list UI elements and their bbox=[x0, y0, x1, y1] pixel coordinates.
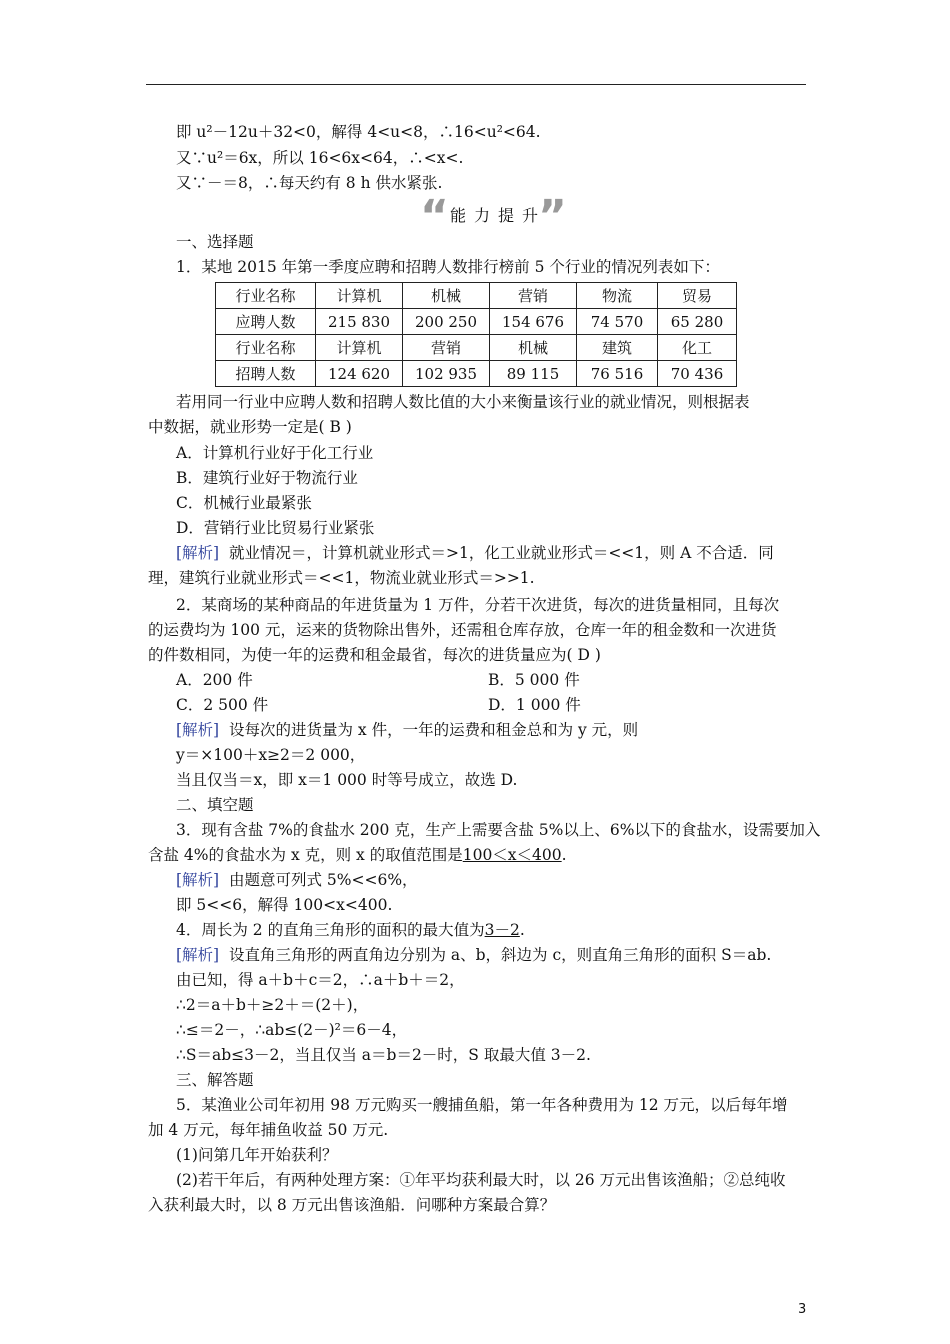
table-cell: 机械 bbox=[490, 335, 577, 361]
question-5-part-2a: (2)若干年后，有两种处理方案：①年平均获利最大时，以 26 万元出售该渔船；②总纯收 bbox=[176, 1171, 786, 1189]
question-1-option-a: A．计算机行业好于化工行业 bbox=[176, 444, 374, 462]
question-3-line-1: 3．现有含盐 7%的食盐水 200 克，生产上需要含盐 5%以上、6%以下的食盐水，设需要加入 bbox=[176, 821, 821, 839]
table-cell: 70 436 bbox=[658, 361, 737, 387]
question-4-analysis-1 bbox=[176, 945, 771, 965]
section-banner bbox=[420, 191, 570, 242]
section-heading-choice: 一、选择题 bbox=[176, 233, 254, 251]
question-3-text: 含盐 4%的食盐水为 x 克，则 x 的取值范围是 bbox=[148, 846, 463, 864]
analysis-tag: [解析] bbox=[176, 544, 220, 562]
question-2-analysis-2: y＝×100＋x≥2＝2 000， bbox=[176, 746, 366, 764]
table-cell: 102 935 bbox=[403, 361, 490, 387]
question-1-option-c: C．机械行业最紧张 bbox=[176, 494, 312, 512]
question-1-analysis-2: 理，建筑行业就业形式＝<<1，物流业就业形式＝>>1. bbox=[148, 569, 535, 587]
question-4-line-1 bbox=[176, 920, 525, 940]
table-cell: 应聘人数 bbox=[216, 309, 316, 335]
table-cell: 89 115 bbox=[490, 361, 577, 387]
table-cell: 215 830 bbox=[316, 309, 403, 335]
solution-line-1: 即 u²－12u＋32<0，解得 4<u<8，∴16<u²<64. bbox=[176, 123, 541, 141]
table-cell: 计算机 bbox=[316, 335, 403, 361]
analysis-text: 设直角三角形的两直角边分别为 a、b，斜边为 c，则直角三角形的面积 S＝ab. bbox=[228, 946, 772, 964]
analysis-text: 由题意可列式 5%<<6%， bbox=[228, 871, 418, 889]
solution-line-2: 又∵u²＝6x，所以 16<6x<64，∴<x<. bbox=[176, 149, 464, 167]
question-2-analysis-3: 当且仅当＝x，即 x＝1 000 时等号成立，故选 D. bbox=[176, 771, 518, 789]
question-2-analysis-1 bbox=[176, 720, 638, 740]
banner-title: 能力提升 bbox=[450, 206, 547, 225]
analysis-tag: [解析] bbox=[176, 721, 220, 739]
question-2-line-3: 的件数相同，为使一年的运费和租金最省，每次的进货量应为( D ) bbox=[148, 646, 601, 664]
question-2-option-c: C．2 500 件 bbox=[176, 696, 269, 714]
table-row bbox=[216, 335, 737, 361]
table-cell: 建筑 bbox=[577, 335, 658, 361]
table-cell: 76 516 bbox=[577, 361, 658, 387]
table-cell: 营销 bbox=[403, 335, 490, 361]
table-cell: 物流 bbox=[577, 283, 658, 309]
question-1-prompt-2: 中数据，就业形势一定是( B ) bbox=[148, 418, 352, 436]
question-4-answer: 3－2 bbox=[484, 921, 520, 939]
question-5-part-1: (1)问第几年开始获利？ bbox=[176, 1146, 338, 1164]
analysis-tag: [解析] bbox=[176, 871, 220, 889]
question-1-option-b: B．建筑行业好于物流行业 bbox=[176, 469, 358, 487]
table-cell: 招聘人数 bbox=[216, 361, 316, 387]
question-3-line-2 bbox=[148, 845, 567, 865]
analysis-text: 设每次的进货量为 x 件，一年的运费和租金总和为 y 元，则 bbox=[228, 721, 639, 739]
section-heading-answer: 三、解答题 bbox=[176, 1071, 254, 1089]
table-row bbox=[216, 361, 737, 387]
question-3-analysis-1 bbox=[176, 870, 418, 890]
header-rule bbox=[146, 84, 806, 85]
analysis-tag: [解析] bbox=[176, 946, 220, 964]
section-heading-fill: 二、填空题 bbox=[176, 796, 254, 814]
question-4-analysis-4: ∴≤＝2－，∴ab≤(2－)²＝6－4， bbox=[176, 1021, 408, 1039]
table-cell: 200 250 bbox=[403, 309, 490, 335]
question-4-text: 4．周长为 2 的直角三角形的面积的最大值为 bbox=[176, 921, 485, 939]
question-1-stem: 1．某地 2015 年第一季度应聘和招聘人数排行榜前 5 个行业的情况列表如下： bbox=[176, 258, 720, 276]
question-5-line-2: 加 4 万元，每年捕鱼收益 50 万元. bbox=[148, 1121, 389, 1139]
table-cell: 贸易 bbox=[658, 283, 737, 309]
close-quote-icon: ” bbox=[538, 191, 567, 242]
table-cell: 154 676 bbox=[490, 309, 577, 335]
question-3-answer: 100＜x＜400 bbox=[462, 846, 562, 864]
question-4-analysis-2: 由已知，得 a＋b＋c＝2，∴a＋b＋＝2， bbox=[176, 971, 465, 989]
question-1-option-d: D．营销行业比贸易行业紧张 bbox=[176, 519, 375, 537]
period: . bbox=[561, 846, 567, 864]
analysis-text: 就业情况＝，计算机就业形式＝>1，化工业就业形式＝<<1，则 A 不合适．同 bbox=[228, 544, 774, 562]
table-cell: 营销 bbox=[490, 283, 577, 309]
table-cell: 65 280 bbox=[658, 309, 737, 335]
table-cell: 行业名称 bbox=[216, 283, 316, 309]
industry-table bbox=[215, 282, 737, 387]
question-1-analysis-1 bbox=[176, 543, 774, 563]
question-1-prompt-1: 若用同一行业中应聘人数和招聘人数比值的大小来衡量该行业的就业情况，则根据表 bbox=[176, 393, 750, 411]
question-2-option-d: D．1 000 件 bbox=[488, 696, 581, 714]
question-5-part-2b: 入获利最大时，以 8 万元出售该渔船．问哪种方案最合算？ bbox=[148, 1196, 556, 1214]
question-2-option-a: A．200 件 bbox=[176, 671, 253, 689]
question-4-analysis-5: ∴S＝ab≤3－2，当且仅当 a＝b＝2－时，S 取最大值 3－2. bbox=[176, 1046, 591, 1064]
open-quote-icon: “ bbox=[420, 191, 449, 242]
period: . bbox=[519, 921, 525, 939]
page-number: 3 bbox=[798, 1302, 807, 1317]
table-cell: 化工 bbox=[658, 335, 737, 361]
table-cell: 行业名称 bbox=[216, 335, 316, 361]
table-cell: 74 570 bbox=[577, 309, 658, 335]
question-3-analysis-2: 即 5<<6，解得 100<x<400. bbox=[176, 896, 393, 914]
question-2-line-1: 2．某商场的某种商品的年进货量为 1 万件，分若干次进货，每次的进货量相同，且每次 bbox=[176, 596, 780, 614]
question-4-analysis-3: ∴2＝a＋b＋≥2＋＝(2＋)， bbox=[176, 996, 369, 1014]
solution-line-3: 又∵－＝8，∴每天约有 8 h 供水紧张. bbox=[176, 174, 443, 192]
table-row bbox=[216, 309, 737, 335]
question-2-option-b: B．5 000 件 bbox=[488, 671, 580, 689]
table-cell: 计算机 bbox=[316, 283, 403, 309]
question-2-line-2: 的运费均为 100 元，运来的货物除出售外，还需租仓库存放，仓库一年的租金数和一次进货 bbox=[148, 621, 777, 639]
table-row bbox=[216, 283, 737, 309]
table-cell: 机械 bbox=[403, 283, 490, 309]
table-cell: 124 620 bbox=[316, 361, 403, 387]
question-5-line-1: 5．某渔业公司年初用 98 万元购买一艘捕鱼船，第一年各种费用为 12 万元，以后每年增 bbox=[176, 1096, 788, 1114]
